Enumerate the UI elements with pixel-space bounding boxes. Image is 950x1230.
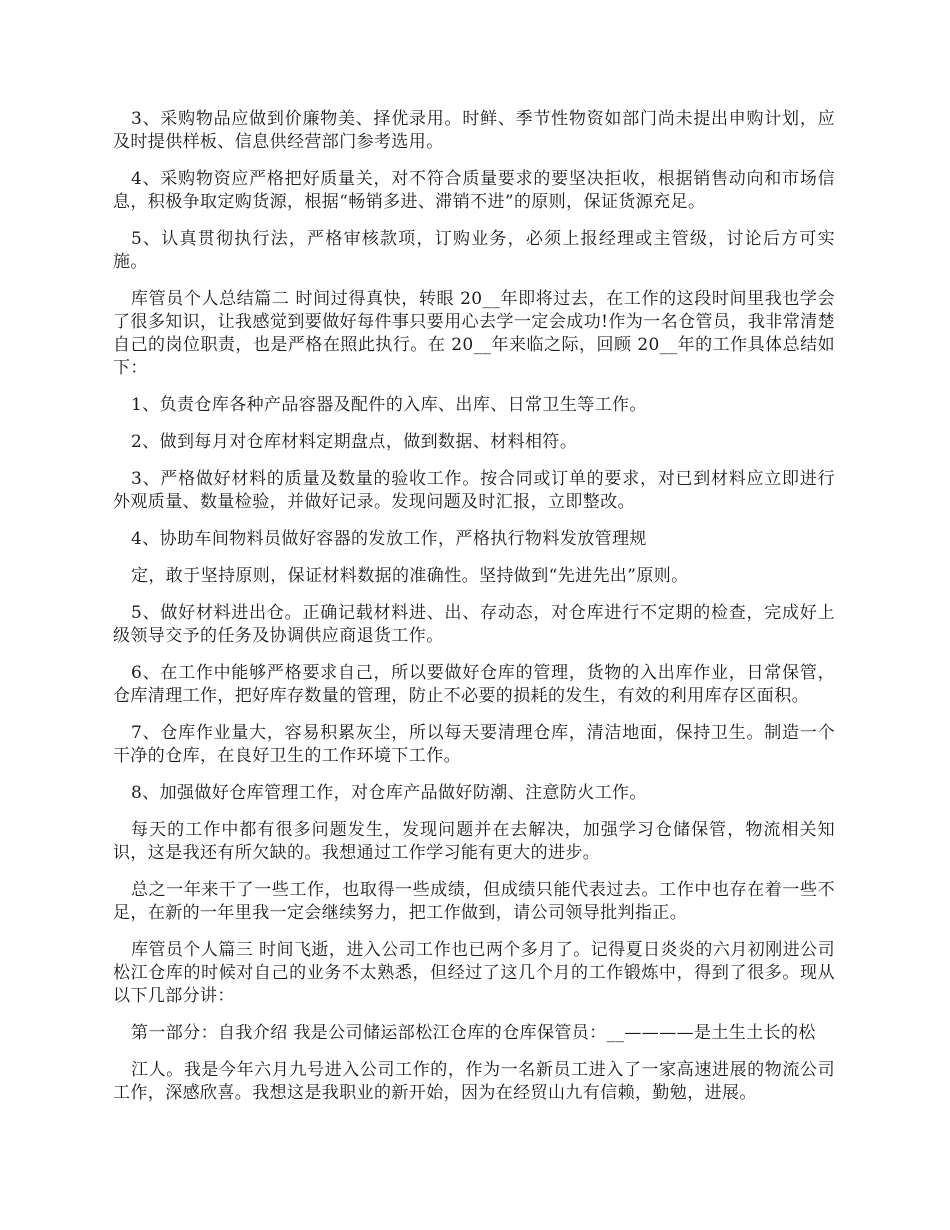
document-body (113, 108, 835, 1119)
paragraph: 江人。我是今年六月九号进入公司工作的，作为一名新员工进入了一家高速进展的物流公司工作，深感欣喜。我想这是我职业的新开始，因为在经贸山九有信赖，勤勉，进展。 (113, 1060, 835, 1103)
paragraph: 7、仓库作业量大，容易积累灰尘，所以每天要清理仓库，清洁地面，保持卫生。制造一个干净的仓库，在良好卫生的工作环境下工作。 (113, 723, 835, 766)
paragraph: 库管员个人篇三 时间飞逝，进入公司工作也已两个多月了。记得夏日炎炎的六月初刚进公司松江仓库的时候对自己的业务不太熟悉，但经过了这几个月的工作锻炼中，得到了很多。现从以下几部分讲： (113, 940, 835, 1006)
paragraph: 4、采购物资应严格把好质量关，对不符合质量要求的要坚决拒收，根据销售动向和市场信息，积极争取定购货源，根据“畅销多进、滞销不进”的原则，保证货源充足。 (113, 169, 835, 212)
paragraph: 5、认真贯彻执行法，严格审核款项，订购业务，必须上报经理或主管级，讨论后方可实施。 (113, 229, 835, 272)
paragraph: 定，敢于坚持原则，保证材料数据的准确性。坚持做到“先进先出”原则。 (131, 566, 689, 586)
paragraph: 第一部分：自我介绍 我是公司储运部松江仓库的仓库保管员：__————是土生土长的松 (131, 1023, 816, 1043)
paragraph: 库管员个人总结篇二 时间过得真快，转眼 20__年即将过去，在工作的这段时间里我也学会了很多知识，让我感觉到要做好每件事只要用心去学一定会成功!作为一名仓管员，我非常清楚自己的岗位职责，也是严格在照此执行。在 20__年来临之际，回顾 20__年的工作具体总结如下： (113, 289, 835, 378)
paragraph: 1、负责仓库各种产品容器及配件的入库、出库、日常卫生等工作。 (131, 395, 647, 415)
paragraph: 8、加强做好仓库管理工作，对仓库产品做好防潮、注意防火工作。 (131, 783, 647, 803)
paragraph: 总之一年来干了一些工作，也取得一些成绩，但成绩只能代表过去。工作中也存在着一些不足，在新的一年里我一定会继续努力，把工作做到，请公司领导批判指正。 (113, 880, 835, 923)
paragraph: 4、协助车间物料员做好容器的发放工作，严格执行物料发放管理规 (131, 529, 647, 549)
paragraph: 每天的工作中都有很多问题发生，发现问题并在去解决，加强学习仓储保管，物流相关知识，这是我还有所欠缺的。我想通过工作学习能有更大的进步。 (113, 820, 835, 863)
paragraph: 6、在工作中能够严格要求自己，所以要做好仓库的管理，货物的入出库作业，日常保管，仓库清理工作，把好库存数量的管理，防止不必要的损耗的发生，有效的利用库存区面积。 (113, 663, 835, 706)
paragraph: 5、做好材料进出仓。正确记载材料进、出、存动态，对仓库进行不定期的检查，完成好上级领导交予的任务及协调供应商退货工作。 (113, 603, 835, 646)
paragraph: 3、严格做好材料的质量及数量的验收工作。按合同或订单的要求，对已到材料应立即进行外观质量、数量检验，并做好记录。发现问题及时汇报，立即整改。 (113, 469, 835, 512)
paragraph: 3、采购物品应做到价廉物美、择优录用。时鲜、季节性物资如部门尚未提出申购计划，应及时提供样板、信息供经营部门参考选用。 (113, 109, 835, 152)
paragraph: 2、做到每月对仓库材料定期盘点，做到数据、材料相符。 (131, 432, 578, 452)
